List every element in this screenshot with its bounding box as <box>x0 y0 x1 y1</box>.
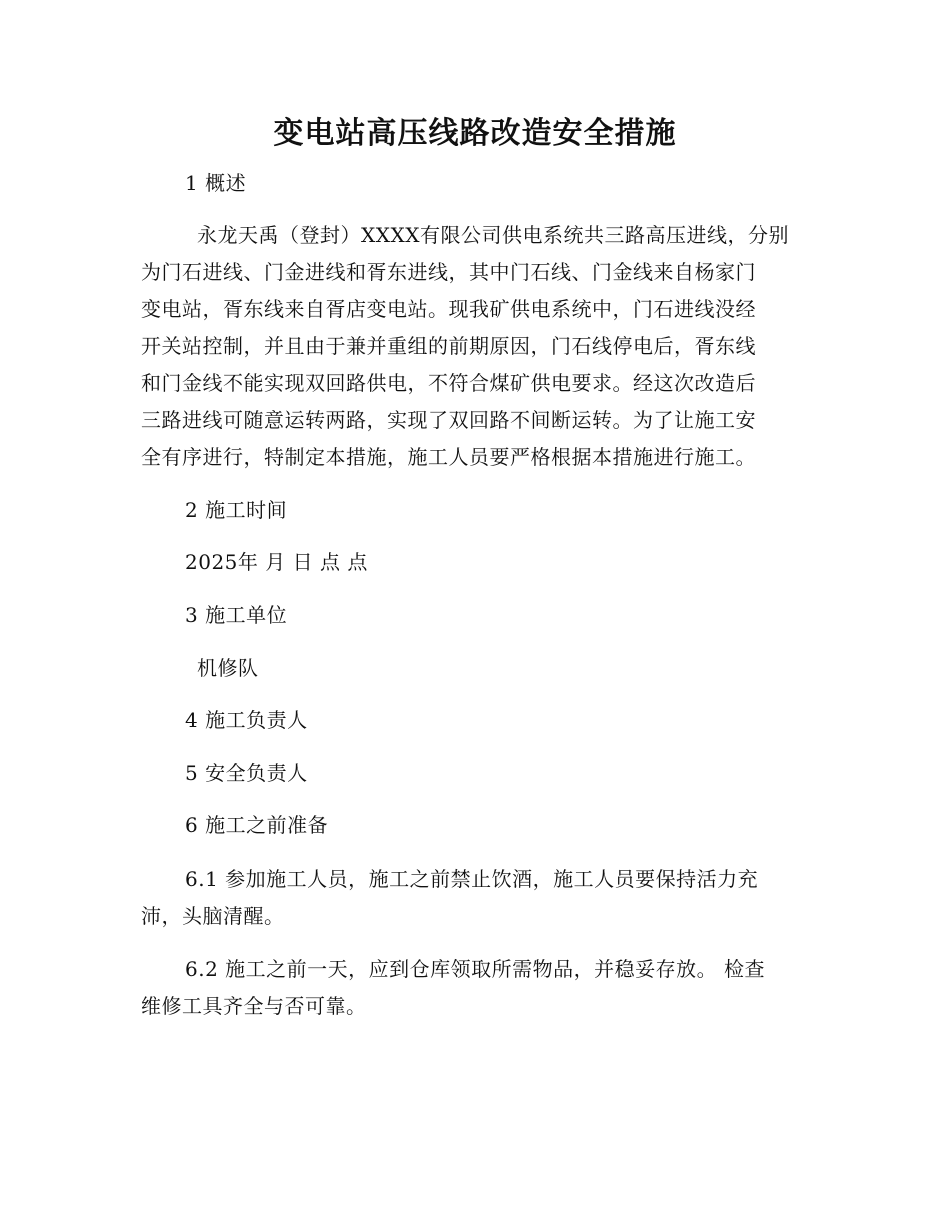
paragraph-line: 永龙天禹（登封）XXXX有限公司供电系统共三路高压进线，分别 <box>197 223 789 247</box>
section-heading: 5 安全负责人 <box>185 761 308 785</box>
section-heading: 6 施工之前准备 <box>185 813 329 837</box>
construction-unit-value: 机修队 <box>197 656 259 680</box>
paragraph-line: 三路进线可随意运转两路，实现了双回路不间断运转。为了让施工安 <box>141 408 756 432</box>
construction-time-value: 2025年 月 日 点 点 <box>185 550 368 574</box>
paragraph-line: 6.2 施工之前一天，应到仓库领取所需物品，并稳妥存放。 检查 <box>185 957 766 981</box>
paragraph-line: 6.1 参加施工人员，施工之前禁止饮酒，施工人员要保持活力充 <box>185 867 759 891</box>
document-title: 变电站高压线路改造安全措施 <box>273 116 677 151</box>
paragraph-line: 为门石进线、门金进线和胥东进线，其中门石线、门金线来自杨家门 <box>141 260 756 284</box>
paragraph-line: 开关站控制，并且由于兼并重组的前期原因，门石线停电后，胥东线 <box>141 334 756 358</box>
paragraph-line: 维修工具齐全与否可靠。 <box>141 994 367 1018</box>
section-heading: 2 施工时间 <box>185 498 288 522</box>
section-heading: 4 施工负责人 <box>185 708 308 732</box>
paragraph-line: 全有序进行，特制定本措施，施工人员要严格根据本措施进行施工。 <box>141 445 756 469</box>
section-heading: 3 施工单位 <box>185 603 288 627</box>
section-heading: 1 概述 <box>185 171 247 195</box>
paragraph-line: 沛，头脑清醒。 <box>141 904 285 928</box>
paragraph-line: 和门金线不能实现双回路供电，不符合煤矿供电要求。经这次改造后 <box>141 371 756 395</box>
paragraph-line: 变电站，胥东线来自胥店变电站。现我矿供电系统中，门石进线没经 <box>141 297 756 321</box>
